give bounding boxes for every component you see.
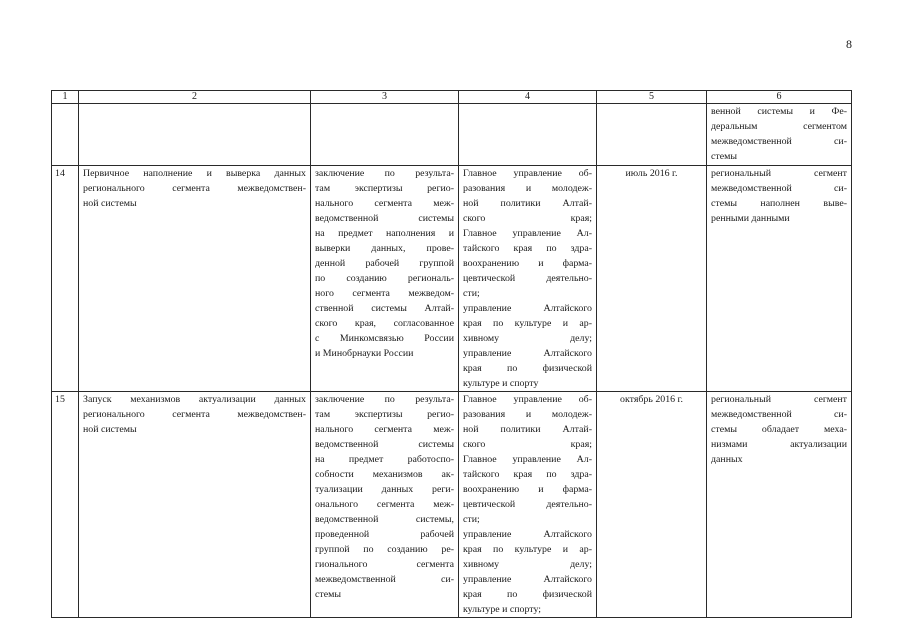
cell-line: Главное управление Ал- (463, 454, 592, 465)
cell-line: региональный сегмент (711, 394, 847, 405)
cell-line: хивному делу; (463, 333, 592, 344)
cell-line: стемы наполнен выве- (711, 198, 847, 209)
cell-line: края по культуре и ар- (463, 544, 592, 555)
cell-line: проведенной рабочей (315, 529, 454, 540)
responsible-cell (459, 392, 597, 618)
cell-line: управление Алтайского (463, 303, 592, 314)
cell-line: на предмет наполнения и (315, 228, 454, 239)
table-row (52, 166, 852, 392)
cell-line: ной политики Алтай- (463, 424, 592, 435)
header-cell: 1 (52, 91, 79, 104)
cell-line: культуре и спорту; (463, 604, 542, 615)
cell-line: края по физической (463, 363, 592, 374)
cell-line: цевтической деятельно- (463, 499, 592, 510)
cell-line: выверки данных, прове- (315, 243, 454, 254)
cell-line: ского края; (463, 213, 592, 224)
plan-table (51, 90, 852, 618)
cell-line: онального сегмента меж- (315, 499, 454, 510)
cell-line: разования и молодеж- (463, 409, 592, 420)
cell-line: тайского края по здра- (463, 469, 592, 480)
header-cell: 4 (459, 91, 597, 104)
date-cell: июль 2016 г. (597, 166, 707, 392)
cell-line: стемы (711, 151, 737, 162)
cell-line: межведомственной си- (711, 183, 847, 194)
cell-line: управление Алтайского (463, 348, 592, 359)
cell-line: ведомственной системы (315, 213, 454, 224)
cell-line: венной системы и Фе- (711, 106, 847, 117)
cell-line: на предмет работоспо- (315, 454, 454, 465)
cell-line: туализации данных реги- (315, 484, 454, 495)
page-number: 8 (846, 37, 852, 51)
date-cell: октябрь 2016 г. (597, 392, 707, 618)
cell-line: межведомственной си- (315, 574, 454, 585)
cell-line: хивному делу; (463, 559, 592, 570)
cell-line: ной системы (83, 198, 137, 209)
cell-line: тайского края по здра- (463, 243, 592, 254)
cell-line: ренными данными (711, 213, 790, 224)
result-document-cell (311, 166, 459, 392)
cell-line: нального сегмента меж- (315, 198, 454, 209)
cell-line: Главное управление Ал- (463, 228, 592, 239)
cell-line: низмами актуализации (711, 439, 847, 450)
cell-line: деральным сегментом (711, 121, 847, 132)
cell-line: ной системы (83, 424, 137, 435)
row-number: 14 (52, 166, 79, 392)
cell-line: стемы (315, 589, 341, 600)
cell-line: межведомственной си- (711, 409, 847, 420)
result-document-cell (311, 392, 459, 618)
cell-line: и Минобрнауки России (315, 348, 414, 359)
cell-line: с Минкомсвязью России (315, 333, 454, 344)
row-number: 15 (52, 392, 79, 618)
cell-line: данных (711, 454, 743, 465)
cell-line: управление Алтайского (463, 529, 592, 540)
cell-line: там экспертизы регио- (315, 409, 454, 420)
cell-line: Первичное наполнение и выверка данных (83, 168, 306, 179)
cell-line: по созданию региональ- (315, 273, 454, 284)
header-row (52, 91, 852, 104)
continuation-result (707, 104, 852, 166)
cell-line: гионального сегмента (315, 559, 454, 570)
cell-line: Запуск механизмов актуализации данных (83, 394, 306, 405)
cell-line: ного сегмента межведом- (315, 288, 454, 299)
expected-result-cell (707, 392, 852, 618)
cell-line: межведомственной си- (711, 136, 847, 147)
cell-line: нального сегмента меж- (315, 424, 454, 435)
cell-line: разования и молодеж- (463, 183, 592, 194)
cell-line: управление Алтайского (463, 574, 592, 585)
header-cell: 2 (79, 91, 311, 104)
table-row (52, 392, 852, 618)
cell-line: ной политики Алтай- (463, 198, 592, 209)
cell-line: края по физической (463, 589, 592, 600)
header-cell: 5 (597, 91, 707, 104)
cell-line: региональный сегмент (711, 168, 847, 179)
expected-result-cell (707, 166, 852, 392)
cell-line: денной рабочей группой (315, 258, 454, 269)
continuation-row (52, 104, 852, 166)
cell-line: сти; (463, 288, 480, 299)
cell-line: цевтической деятельно- (463, 273, 592, 284)
cell-line: там экспертизы регио- (315, 183, 454, 194)
cell-line: сти; (463, 514, 480, 525)
cell-line: заключение по результа- (315, 394, 454, 405)
cell-line: заключение по результа- (315, 168, 454, 179)
cell-line: ского края, согласованное (315, 318, 454, 329)
task-cell (79, 166, 311, 392)
cell-line: воохранению и фарма- (463, 258, 592, 269)
cell-line: регионального сегмента межведомствен- (83, 183, 306, 194)
cell-line: ственной системы Алтай- (315, 303, 454, 314)
cell-line: культуре и спорту (463, 378, 539, 389)
cell-line: собности механизмов ак- (315, 469, 454, 480)
header-cell: 3 (311, 91, 459, 104)
cell-line: ведомственной системы, (315, 514, 454, 525)
cell-line: группой по созданию ре- (315, 544, 454, 555)
responsible-cell (459, 166, 597, 392)
cell-line: регионального сегмента межведомствен- (83, 409, 306, 420)
header-cell: 6 (707, 91, 852, 104)
cell-line: ского края; (463, 439, 592, 450)
cell-line: воохранению и фарма- (463, 484, 592, 495)
task-cell (79, 392, 311, 618)
cell-line: края по культуре и ар- (463, 318, 592, 329)
cell-line: Главное управление об- (463, 168, 592, 179)
cell-line: Главное управление об- (463, 394, 592, 405)
cell-line: ведомственной системы (315, 439, 454, 450)
cell-line: стемы обладает меха- (711, 424, 847, 435)
